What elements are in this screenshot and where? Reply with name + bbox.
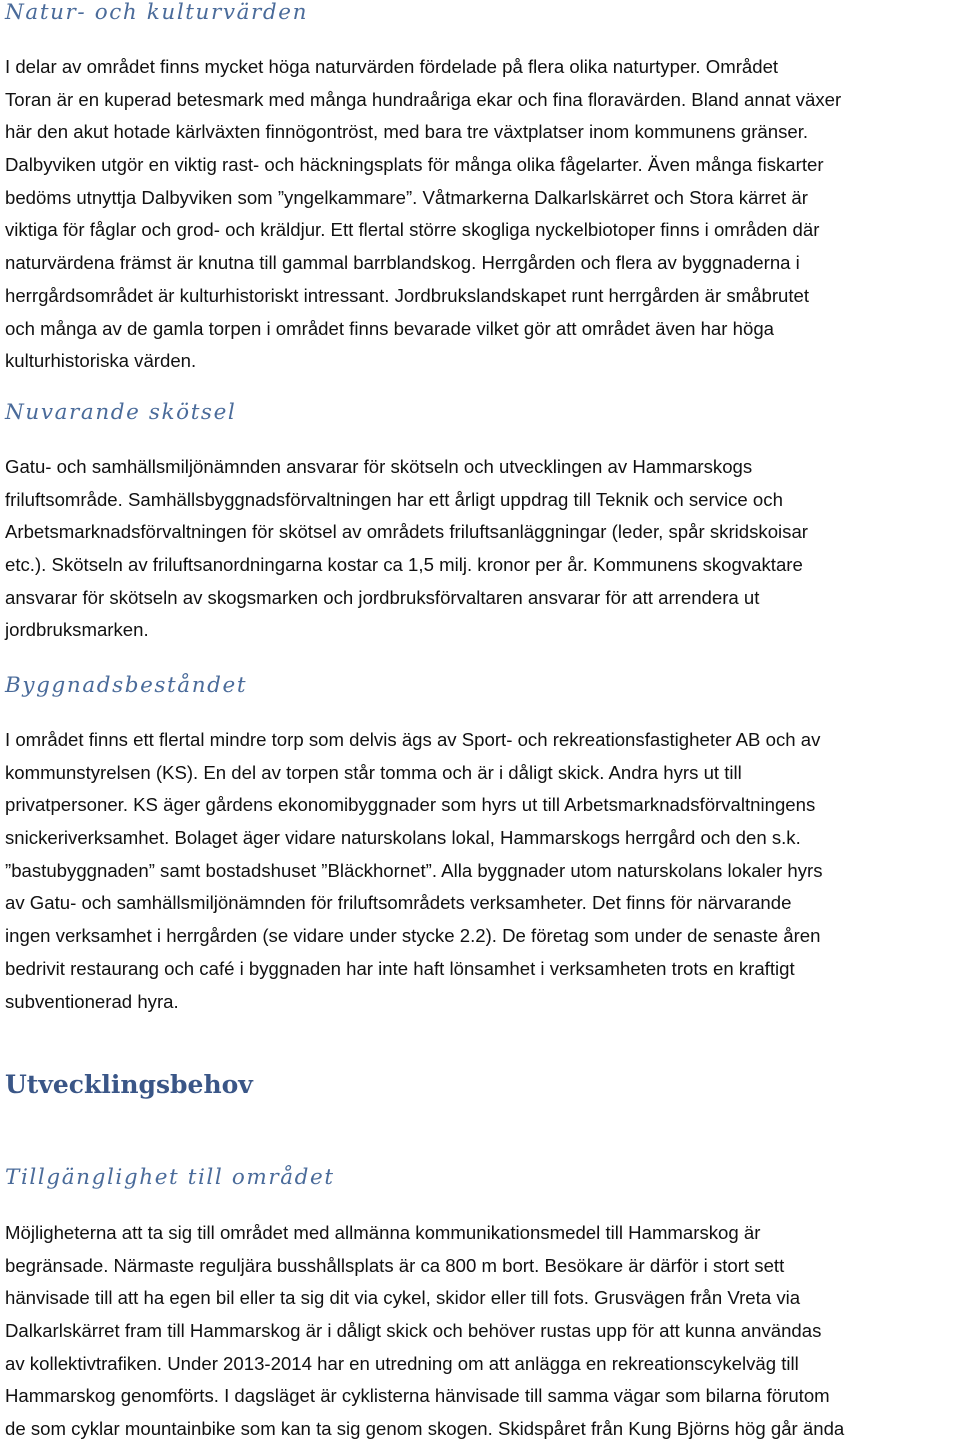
section-heading-tillganglighet-till-omradet: Tillgänglighet till området [5,1165,335,1190]
text-line: friluftsområde. Samhällsbyggnadsförvaltningen har ett årligt uppdrag till Teknik och service och [5,488,783,510]
text-line: hänvisade till att ha egen bil eller ta sig dit via cykel, skidor eller till fots. Grusvägen från Vreta via [5,1287,801,1309]
text-line: I området finns ett flertal mindre torp som delvis ägs av Sport- och rekreationsfastigheter AB och av [5,729,821,750]
paragraph-tillganglighet-till-omradet [5,1217,844,1446]
section-heading-nuvarande-skotsel: Nuvarande skötsel [5,400,237,425]
text-line: snickeriverksamhet. Bolaget äger vidare naturskolans lokal, Hammarskogs herrgård och den s.k. [5,827,801,849]
text-line: herrgårdsområdet är kulturhistoriskt intressant. Jordbrukslandskapet runt herrgården är småbrutet [5,284,810,306]
text-line: här den akut hotade kärlväxten finnögontröst, med bara tre växtplatser inom kommunens gränser. [5,121,809,143]
text-line: Toran är en kuperad betesmark med många hundraåriga ekar och fina floravärden. Bland annat växer [5,88,842,110]
paragraph-nuvarande-skotsel [5,451,808,647]
text-line: Dalbyviken utgör en viktig rast- och häckningsplats för många olika fågelarter. Även många fiskarter [5,154,824,176]
text-line: etc.). Skötseln av friluftsanordningarna kostar ca 1,5 milj. kronor per år. Kommunens skogvaktare [5,554,803,576]
text-line: Dalkarlskärret fram till Hammarskog är i dåligt skick och behöver rustas upp för att kunna användas [5,1320,822,1342]
text-line: och många av de gamla torpen i området finns bevarade vilket gör att området även har höga [5,317,774,339]
text-line: Arbetsmarknadsförvaltningen för skötsel av områdets friluftsanläggningar (leder, spår skridskoisar [5,521,808,543]
text-line: subventionerad hyra. [5,990,179,1012]
text-line: privatpersoner. KS äger gårdens ekonomibyggnader som hyrs ut till Arbetsmarknadsförvaltningens [5,794,816,816]
section-heading-natur-och-kulturvarden: Natur- och kulturvärden [5,0,309,25]
text-line: bedöms utnyttja Dalbyviken som ”yngelkammare”. Våtmarkerna Dalkarlskärret och Stora kärret är [5,186,808,208]
text-line: kommunstyrelsen (KS). En del av torpen står tomma och är i dåligt skick. Andra hyrs ut till [5,761,742,783]
text-line: Möjligheterna att ta sig till området med allmänna kommunikationsmedel till Hammarskog är [5,1222,761,1243]
text-line: jordbruksmarken. [5,619,149,641]
text-line: ”bastubyggnaden” samt bostadshuset ”Bläckhornet”. Alla byggnader utom naturskolans lokaler hyrs [5,859,823,881]
text-line: de som cyklar mountainbike som kan ta sig genom skogen. Skidspåret från Kung Björns hög går ända [5,1418,845,1440]
text-line: begränsade. Närmaste reguljära busshållsplats är ca 800 m bort. Besökare är därför i stort sett [5,1254,785,1276]
text-line: Gatu- och samhällsmiljönämnden ansvarar för skötseln och utvecklingen av Hammarskogs [5,456,753,477]
text-line: ansvarar för skötseln av skogsmarken och jordbruksförvaltaren ansvarar för att arrendera ut [5,586,760,608]
text-line: kulturhistoriska värden. [5,350,197,372]
text-line: viktiga för fåglar och grod- och kräldjur. Ett flertal större skogliga nyckelbiotoper finns i områden där [5,219,820,241]
text-line: I delar av området finns mycket höga naturvärden fördelade på flera olika naturtyper. Området [5,56,779,77]
section-heading-byggnadsbestandet: Byggnadsbeståndet [5,673,248,698]
text-line: Hammarskog genomförts. I dagsläget är cyklisterna hänvisade till samma vägar som bilarna förutom [5,1385,830,1407]
text-line: av Gatu- och samhällsmiljönämnden för friluftsområdets verksamheter. Det finns för närvarande [5,892,792,914]
paragraph-byggnadsbestandet [5,724,823,1018]
text-line: naturvärdena främst är knutna till gammal barrblandskog. Herrgården och flera av byggnaderna i [5,252,800,274]
paragraph-natur-och-kulturvarden [5,51,841,378]
text-line: ingen verksamhet i herrgården (se vidare under stycke 2.2). De företag som under de senaste åren [5,925,821,947]
chapter-heading-utvecklingsbehov: Utvecklingsbehov [5,1070,253,1099]
text-line: av kollektivtrafiken. Under 2013-2014 har en utredning om att anlägga en rekreationscykelväg till [5,1352,799,1374]
text-line: bedrivit restaurang och café i byggnaden har inte haft lönsamhet i verksamheten trots en kraftigt [5,957,795,979]
